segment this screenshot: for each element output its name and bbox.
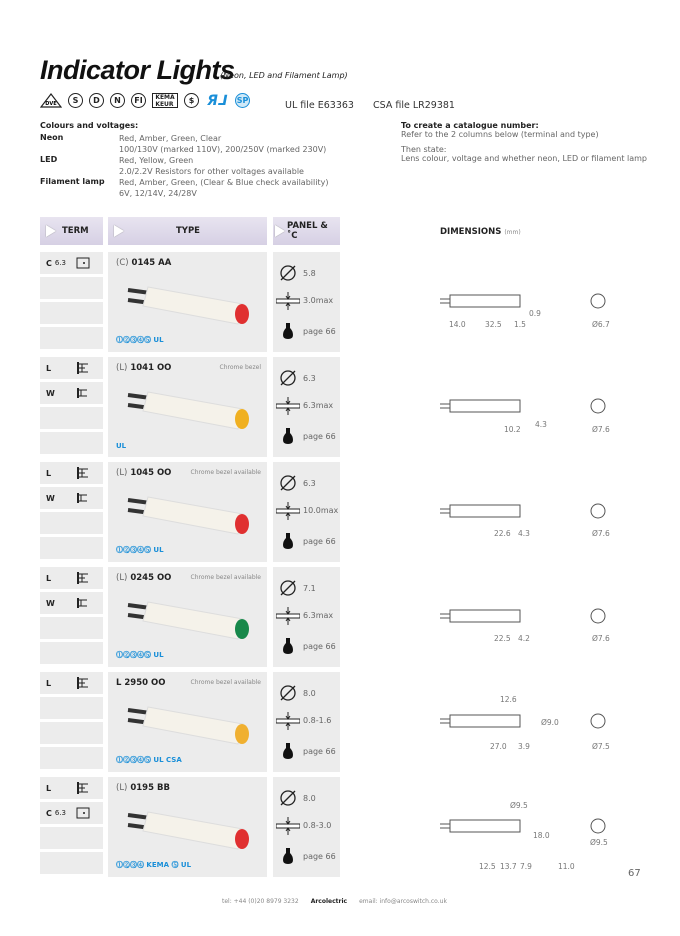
dimension-drawing	[440, 707, 620, 757]
led-voltages: 2.0/2.2V Resistors for other voltages available	[119, 167, 304, 176]
triangle-icon	[114, 225, 124, 237]
dimension-label: Ø7.6	[592, 634, 610, 643]
term-code: L	[46, 363, 52, 373]
csa-icon: SP	[235, 93, 250, 108]
page-reference: page 66	[303, 747, 336, 756]
term-code: L	[46, 678, 52, 688]
d-mark-icon: D	[89, 93, 104, 108]
wire-terminal-icon	[76, 386, 90, 400]
product-code	[116, 363, 171, 373]
panel-value: 0.8-1.6	[303, 716, 332, 725]
page-reference: page 66	[303, 642, 336, 651]
page-reference: page 66	[303, 432, 336, 441]
term-cell	[40, 567, 103, 589]
wire-leads-icon	[76, 676, 90, 690]
catalogue-line-2: Then state:	[401, 145, 447, 154]
term-cell	[40, 617, 103, 639]
dimension-label: 27.0	[490, 742, 507, 751]
dimension-label: 4.3	[535, 420, 547, 429]
diameter-icon	[279, 264, 297, 282]
panel-thickness-icon	[276, 712, 300, 730]
dimension-label: 22.5	[494, 634, 511, 643]
wire-leads-icon	[76, 781, 90, 795]
type-cell	[108, 462, 267, 562]
term-cell	[40, 777, 103, 799]
wire-leads-icon	[76, 571, 90, 585]
panel-cell	[273, 672, 340, 772]
dimension-label: 22.6	[494, 529, 511, 538]
cert-marks: ⓵⓶⓷⓸ KEMA ⓹ UL	[116, 861, 192, 869]
header-term	[40, 217, 103, 245]
diameter-value: 6.3	[303, 374, 316, 383]
panel-cell	[273, 777, 340, 877]
dimension-drawing	[440, 812, 620, 862]
term-cell	[40, 327, 103, 349]
colours-heading: Colours and voltages:	[40, 121, 139, 130]
term-code: W	[46, 388, 55, 398]
term-cell	[40, 642, 103, 664]
footer-brand: Arcolectric	[310, 898, 348, 905]
term-size: 6.3	[54, 809, 67, 817]
wire-terminal-icon	[76, 491, 90, 505]
bezel-note: Chrome bezel available	[190, 469, 261, 476]
term-cell	[40, 592, 103, 614]
cert-marks: ⓵⓶⓷⓸⓹ UL	[116, 336, 164, 344]
product-code	[116, 783, 170, 793]
diameter-value: 7.1	[303, 584, 316, 593]
cert-marks: UL	[116, 442, 127, 450]
product-photo	[118, 482, 263, 542]
catalogue-line-1: Refer to the 2 columns below (terminal and type)	[401, 130, 599, 139]
diameter-icon	[279, 369, 297, 387]
dimension-label: 0.9	[529, 309, 541, 318]
term-cell	[40, 827, 103, 849]
panel-thickness-icon	[276, 817, 300, 835]
type-code: 0245 OO	[130, 573, 172, 583]
type-cell	[108, 252, 267, 352]
term-cell	[40, 462, 103, 484]
term-code: W	[46, 598, 55, 608]
panel-value: 6.3max	[303, 611, 334, 620]
dimension-label: 18.0	[533, 831, 550, 840]
dimension-drawing	[440, 497, 620, 547]
product-code	[116, 678, 165, 688]
certification-icons	[40, 93, 250, 108]
dimension-label: 7.9	[520, 862, 532, 871]
diameter-value: 6.3	[303, 479, 316, 488]
panel-value: 3.0max	[303, 296, 334, 305]
fi-mark-icon: FI	[131, 93, 146, 108]
semko-icon: $	[184, 93, 199, 108]
diameter-value: 8.0	[303, 689, 316, 698]
ul-recognized-icon: Я⅃	[207, 92, 227, 109]
dimension-label: Ø7.5	[592, 742, 610, 751]
dimension-label: Ø9.0	[541, 718, 559, 727]
wire-terminal-icon	[76, 596, 90, 610]
header-panel	[273, 217, 340, 245]
dimension-label: 10.2	[504, 425, 521, 434]
type-cell	[108, 357, 267, 457]
page-reference: page 66	[303, 327, 336, 336]
dimension-label: 32.5	[485, 320, 502, 329]
header-term-label: TERM	[62, 226, 89, 236]
term-cell	[40, 382, 103, 404]
quick-connect-tab-icon	[76, 806, 90, 820]
term-cell	[40, 722, 103, 744]
dimension-drawing	[440, 392, 620, 442]
dimension-label: 11.0	[558, 862, 575, 871]
type-code: 1041 OO	[130, 363, 172, 373]
type-code: 1045 OO	[130, 468, 172, 478]
wire-leads-icon	[76, 466, 90, 480]
dimension-label: 12.6	[500, 695, 517, 704]
panel-thickness-icon	[276, 607, 300, 625]
neon-voltages: 100/130V (marked 110V), 200/250V (marked 230V)	[119, 145, 327, 154]
term-cell	[40, 252, 103, 274]
term-cell	[40, 697, 103, 719]
product-code	[116, 258, 171, 268]
vde-icon	[40, 93, 62, 108]
page-title: Indicator Lights	[40, 55, 235, 85]
panel-cell	[273, 462, 340, 562]
bulb-icon	[282, 322, 294, 340]
type-code: 0145 AA	[131, 258, 172, 268]
panel-thickness-icon	[276, 397, 300, 415]
panel-value: 0.8-3.0	[303, 821, 332, 830]
diameter-value: 5.8	[303, 269, 316, 278]
diameter-icon	[279, 579, 297, 597]
catalogue-line-3: Lens colour, voltage and whether neon, LED or filament lamp	[401, 154, 648, 163]
header-panel-label: PANEL & ˚C	[287, 221, 328, 241]
terminal-prefix: (L)	[116, 468, 128, 478]
diameter-icon	[279, 684, 297, 702]
cert-marks: ⓵⓶⓷⓸⓹ UL	[116, 651, 164, 659]
dimensions-title	[440, 227, 521, 237]
catalogue-instructions	[401, 121, 647, 163]
term-cell	[40, 512, 103, 534]
term-cell	[40, 852, 103, 874]
catalogue-heading: To create a catalogue number:	[401, 121, 539, 130]
bezel-note: Chrome bezel available	[190, 574, 261, 581]
term-code: L	[46, 573, 52, 583]
page-number: 67	[628, 868, 641, 879]
dimension-drawing	[440, 602, 620, 652]
term-cell	[40, 302, 103, 324]
term-cell	[40, 487, 103, 509]
panel-thickness-icon	[276, 292, 300, 310]
type-cell	[108, 777, 267, 877]
product-photo	[118, 587, 263, 647]
panel-value: 6.3max	[303, 401, 334, 410]
panel-cell	[273, 567, 340, 667]
bezel-note: Chrome bezel	[219, 364, 261, 371]
triangle-icon	[46, 225, 56, 237]
header-type	[108, 217, 267, 245]
triangle-icon	[275, 225, 285, 237]
product-photo	[118, 692, 263, 752]
bulb-icon	[282, 532, 294, 550]
term-code: W	[46, 493, 55, 503]
footer-email: email: info@arcoswitch.co.uk	[359, 898, 447, 905]
dimension-label: 13.7	[500, 862, 517, 871]
diameter-icon	[279, 789, 297, 807]
page-subtitle: (Neon, LED and Filament Lamp)	[220, 71, 348, 80]
product-code	[116, 468, 171, 478]
footer	[222, 898, 447, 905]
filament-voltages: 6V, 12/14V, 24/28V	[119, 189, 197, 198]
type-cell	[108, 672, 267, 772]
term-code: L	[46, 783, 52, 793]
diameter-value: 8.0	[303, 794, 316, 803]
term-cell	[40, 802, 103, 824]
terminal-prefix: (L)	[116, 363, 128, 373]
bulb-icon	[282, 427, 294, 445]
wire-leads-icon	[76, 361, 90, 375]
colours-voltages	[40, 121, 328, 199]
terminal-prefix: (C)	[116, 258, 129, 268]
panel-value: 10.0max	[303, 506, 339, 515]
filament-label: Filament lamp	[40, 177, 105, 186]
type-code: L 2950 OO	[116, 678, 166, 688]
product-photo	[118, 377, 263, 437]
dimension-label: 3.9	[518, 742, 530, 751]
bulb-icon	[282, 637, 294, 655]
term-cell	[40, 537, 103, 559]
dimension-label: 4.3	[518, 529, 530, 538]
panel-thickness-icon	[276, 502, 300, 520]
dimension-drawing	[440, 287, 620, 337]
neon-label: Neon	[40, 133, 64, 142]
terminal-prefix: (L)	[116, 783, 128, 793]
terminal-prefix: (L)	[116, 573, 128, 583]
dimension-label: Ø9.5	[590, 838, 608, 847]
kema-keur-icon: KEMA KEUR	[152, 93, 178, 108]
term-cell	[40, 407, 103, 429]
s-mark-icon: S	[68, 93, 83, 108]
header-type-label: TYPE	[176, 226, 200, 236]
dimension-label: Ø7.6	[592, 425, 610, 434]
page-reference: page 66	[303, 852, 336, 861]
filament-colours: Red, Amber, Green, (Clear & Blue check availability)	[119, 178, 329, 187]
cert-marks: ⓵⓶⓷⓸⓹ UL CSA	[116, 756, 182, 764]
page-reference: page 66	[303, 537, 336, 546]
product-photo	[118, 272, 263, 332]
dimension-label: 4.2	[518, 634, 530, 643]
neon-colours: Red, Amber, Green, Clear	[119, 134, 222, 143]
dimension-label: 12.5	[479, 862, 496, 871]
term-size: 6.3	[54, 259, 67, 267]
dimension-label: 1.5	[514, 320, 526, 329]
panel-cell	[273, 252, 340, 352]
dimension-label: Ø9.5	[510, 801, 528, 810]
type-code: 0195 BB	[130, 783, 170, 793]
n-mark-icon: N	[110, 93, 125, 108]
dimensions-unit: (mm)	[504, 229, 521, 236]
cert-marks: ⓵⓶⓷⓸⓹ UL	[116, 546, 164, 554]
footer-tel: tel: +44 (0)20 8979 3232	[222, 898, 299, 905]
term-code: C	[46, 258, 52, 268]
term-code: C	[46, 808, 52, 818]
product-code	[116, 573, 171, 583]
dimension-label: Ø7.6	[592, 529, 610, 538]
svg-text:DVE: DVE	[45, 101, 57, 107]
bulb-icon	[282, 847, 294, 865]
led-colours: Red, Yellow, Green	[119, 156, 194, 165]
term-cell	[40, 277, 103, 299]
csa-file: CSA file LR29381	[373, 100, 455, 111]
diameter-icon	[279, 474, 297, 492]
bezel-note: Chrome bezel available	[190, 679, 261, 686]
type-cell	[108, 567, 267, 667]
led-label: LED	[40, 155, 58, 164]
dimensions-label: DIMENSIONS	[440, 227, 502, 237]
term-cell	[40, 747, 103, 769]
dimension-label: 14.0	[449, 320, 466, 329]
dimension-label: Ø6.7	[592, 320, 610, 329]
term-cell	[40, 357, 103, 379]
term-cell	[40, 432, 103, 454]
product-photo	[118, 797, 263, 857]
ul-file: UL file E63363	[285, 100, 354, 111]
panel-cell	[273, 357, 340, 457]
term-code: L	[46, 468, 52, 478]
bulb-icon	[282, 742, 294, 760]
term-cell	[40, 672, 103, 694]
quick-connect-tab-icon	[76, 256, 90, 270]
